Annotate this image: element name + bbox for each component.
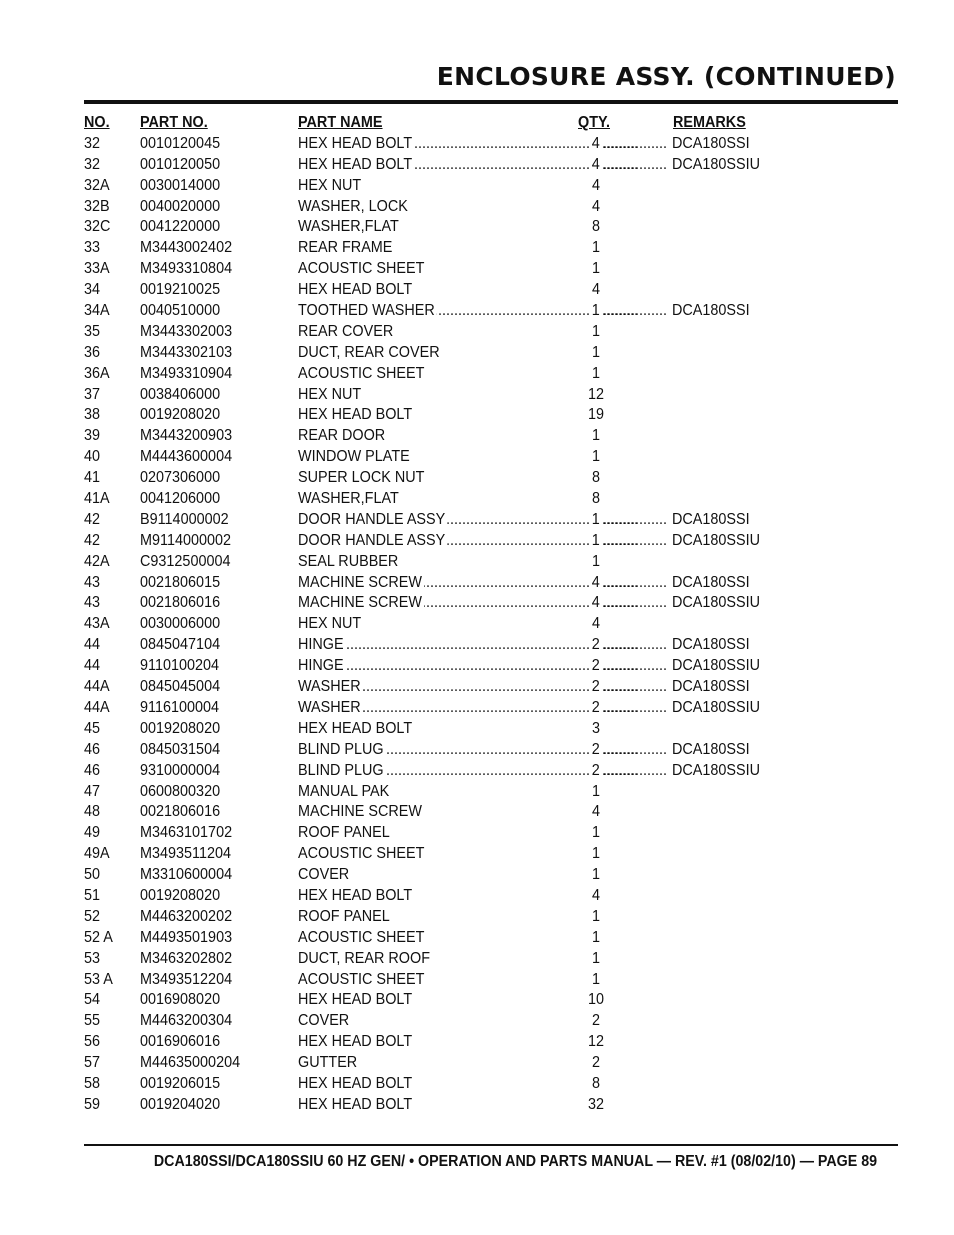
part-number: 0019206015 — [140, 1074, 221, 1092]
part-name: REAR COVER — [298, 322, 394, 340]
quantity: 4 — [591, 197, 601, 215]
part-number: 0010120045 — [140, 134, 221, 152]
part-name: COVER — [298, 1012, 350, 1030]
page-footer: DCA180SSI/DCA180SSIU 60 HZ GEN/ • OPERATION AND PARTS MANUAL — REV. #1 (08/02/10) — PAGE 89 — [153, 1153, 877, 1170]
quantity: 8 — [591, 1074, 601, 1092]
header-part-name: PART NAME — [298, 114, 383, 131]
table-row — [0, 385, 954, 406]
table-row — [0, 447, 954, 468]
part-name: COVER — [298, 866, 350, 884]
dot-leader — [603, 531, 666, 552]
table-row — [0, 1074, 954, 1095]
footer-rule — [84, 1144, 898, 1146]
part-name: HEX HEAD BOLT — [298, 134, 414, 155]
part-name: DOOR HANDLE ASSY — [298, 531, 447, 552]
part-name: HEX NUT — [298, 615, 362, 633]
quantity: 1 — [591, 928, 601, 946]
part-name: WASHER, LOCK — [298, 197, 408, 215]
table-row — [0, 1011, 954, 1032]
part-name: HEX HEAD BOLT — [298, 155, 414, 176]
remarks: DCA180SSIU — [672, 531, 760, 552]
item-number: 43A — [84, 615, 110, 633]
part-name: DUCT, REAR ROOF — [298, 949, 431, 967]
item-number: 44A — [84, 698, 110, 716]
part-number: 0021806016 — [140, 803, 221, 821]
table-row — [0, 531, 954, 552]
item-number: 48 — [84, 803, 101, 821]
part-number: M3493512204 — [140, 970, 233, 988]
quantity: 2 — [590, 635, 602, 656]
quantity: 8 — [591, 218, 601, 236]
part-number: M3310600004 — [140, 866, 233, 884]
remarks: DCA180SSI — [672, 573, 750, 594]
quantity: 4 — [590, 155, 602, 176]
part-number: M3443200903 — [140, 427, 233, 445]
remarks: DCA180SSIU — [672, 593, 760, 614]
remarks: DCA180SSI — [672, 677, 750, 698]
quantity: 1 — [590, 531, 602, 552]
table-row — [0, 364, 954, 385]
item-number: 36 — [84, 343, 101, 361]
item-number: 41A — [84, 490, 110, 508]
part-number: 0021806015 — [140, 573, 221, 591]
table-row — [0, 176, 954, 197]
dot-leader — [603, 656, 666, 677]
table-row — [0, 134, 954, 155]
part-number: 9310000004 — [140, 761, 221, 779]
part-name: ACOUSTIC SHEET — [298, 928, 425, 946]
table-row — [0, 405, 954, 426]
item-number: 42 — [84, 510, 101, 528]
quantity: 1 — [591, 866, 601, 884]
part-number: M4443600004 — [140, 448, 233, 466]
part-name: BLIND PLUG — [298, 740, 385, 761]
table-row — [0, 907, 954, 928]
part-number: 0030006000 — [140, 615, 221, 633]
part-number: M3463202802 — [140, 949, 233, 967]
dot-leader — [603, 155, 666, 176]
header-remarks: REMARKS — [673, 114, 746, 131]
part-name: MANUAL PAK — [298, 782, 390, 800]
item-number: 57 — [84, 1054, 101, 1072]
table-row — [0, 280, 954, 301]
item-number: 42 — [84, 531, 101, 549]
header-qty: QTY. — [578, 114, 611, 131]
table-row — [0, 782, 954, 803]
quantity: 1 — [591, 824, 601, 842]
part-name: ACOUSTIC SHEET — [298, 260, 425, 278]
part-name: SUPER LOCK NUT — [298, 469, 425, 487]
item-number: 32 — [84, 155, 101, 173]
item-number: 40 — [84, 448, 101, 466]
quantity: 1 — [591, 552, 601, 570]
remarks: DCA180SSIU — [672, 656, 760, 677]
part-number: 0019210025 — [140, 281, 221, 299]
part-number: M3443002402 — [140, 239, 233, 257]
part-number: 9116100004 — [140, 698, 220, 716]
part-name: HEX NUT — [298, 385, 362, 403]
item-number: 34A — [84, 302, 110, 320]
part-number: 0016908020 — [140, 991, 221, 1009]
part-number: 0600800320 — [140, 782, 221, 800]
quantity: 1 — [591, 239, 601, 257]
item-number: 46 — [84, 740, 101, 758]
part-name: REAR FRAME — [298, 239, 393, 257]
part-number: 0845031504 — [140, 740, 221, 758]
part-name: TOOTHED WASHER — [298, 301, 437, 322]
quantity: 32 — [587, 1095, 605, 1113]
item-number: 56 — [84, 1033, 101, 1051]
table-row — [0, 698, 954, 719]
dot-leader — [603, 677, 666, 698]
item-number: 49 — [84, 824, 101, 842]
header-part-no: PART NO. — [140, 114, 208, 131]
title-rule — [84, 100, 898, 104]
quantity: 1 — [591, 782, 601, 800]
table-row — [0, 238, 954, 259]
part-name: DOOR HANDLE ASSY — [298, 510, 447, 531]
item-number: 47 — [84, 782, 101, 800]
part-number: 0041206000 — [140, 490, 221, 508]
part-number: 0019208020 — [140, 406, 221, 424]
table-row — [0, 322, 954, 343]
item-number: 44 — [84, 636, 101, 654]
part-number: 0845047104 — [140, 636, 221, 654]
quantity: 12 — [587, 385, 605, 403]
part-name: WASHER,FLAT — [298, 218, 399, 236]
part-name: HEX HEAD BOLT — [298, 1095, 413, 1113]
table-row — [0, 865, 954, 886]
item-number: 32A — [84, 176, 110, 194]
part-name: HEX HEAD BOLT — [298, 1033, 413, 1051]
quantity: 10 — [587, 991, 605, 1009]
table-row — [0, 886, 954, 907]
header-no: NO. — [84, 114, 110, 131]
item-number: 43 — [84, 573, 101, 591]
part-number: M3493310904 — [140, 364, 233, 382]
part-number: M4463200202 — [140, 907, 233, 925]
dot-leader — [603, 635, 666, 656]
part-name: ROOF PANEL — [298, 907, 390, 925]
item-number: 33A — [84, 260, 110, 278]
part-number: 0016906016 — [140, 1033, 221, 1051]
part-number: M3443302003 — [140, 322, 233, 340]
table-row — [0, 970, 954, 991]
part-name: WASHER,FLAT — [298, 490, 399, 508]
part-number: 0845045004 — [140, 678, 221, 696]
part-number: 0010120050 — [140, 155, 221, 173]
item-number: 44 — [84, 657, 101, 675]
table-row — [0, 468, 954, 489]
quantity: 4 — [591, 281, 601, 299]
page-title: ENCLOSURE ASSY. (CONTINUED) — [436, 62, 896, 91]
quantity: 12 — [587, 1033, 605, 1051]
dot-leader — [603, 134, 666, 155]
item-number: 38 — [84, 406, 101, 424]
dot-leader — [298, 635, 636, 656]
quantity: 1 — [591, 427, 601, 445]
quantity: 4 — [591, 803, 601, 821]
part-name: HINGE — [298, 635, 345, 656]
table-row — [0, 510, 954, 531]
part-name: GUTTER — [298, 1054, 358, 1072]
item-number: 46 — [84, 761, 101, 779]
table-row — [0, 426, 954, 447]
part-number: 0040510000 — [140, 302, 221, 320]
remarks: DCA180SSIU — [672, 155, 760, 176]
table-row — [0, 259, 954, 280]
part-name: HEX NUT — [298, 176, 362, 194]
quantity: 4 — [591, 886, 601, 904]
table-body — [0, 134, 954, 1116]
quantity: 2 — [591, 1054, 601, 1072]
quantity: 4 — [590, 134, 602, 155]
table-row — [0, 1053, 954, 1074]
dot-leader — [603, 510, 666, 531]
part-name: MACHINE SCREW — [298, 573, 424, 594]
table-row — [0, 990, 954, 1011]
quantity: 2 — [590, 761, 602, 782]
quantity: 1 — [591, 845, 601, 863]
part-number: M4463200304 — [140, 1012, 233, 1030]
quantity: 8 — [591, 469, 601, 487]
quantity: 4 — [591, 176, 601, 194]
part-number: 0021806016 — [140, 594, 221, 612]
item-number: 34 — [84, 281, 101, 299]
remarks: DCA180SSI — [672, 134, 750, 155]
table-row — [0, 949, 954, 970]
part-name: BLIND PLUG — [298, 761, 385, 782]
part-name: WINDOW PLATE — [298, 448, 410, 466]
part-name: HINGE — [298, 656, 345, 677]
item-number: 32C — [84, 218, 111, 236]
item-number: 41 — [84, 469, 101, 487]
quantity: 1 — [591, 949, 601, 967]
quantity: 1 — [591, 343, 601, 361]
part-number: 0019208020 — [140, 886, 221, 904]
table-row — [0, 573, 954, 594]
table-row — [0, 928, 954, 949]
table-row — [0, 823, 954, 844]
remarks: DCA180SSIU — [672, 761, 760, 782]
dot-leader — [603, 698, 666, 719]
part-number: 0041220000 — [140, 218, 221, 236]
item-number: 43 — [84, 594, 101, 612]
table-row — [0, 155, 954, 176]
item-number: 49A — [84, 845, 110, 863]
quantity: 2 — [590, 740, 602, 761]
item-number: 37 — [84, 385, 101, 403]
item-number: 42A — [84, 552, 110, 570]
quantity: 1 — [590, 301, 602, 322]
part-number: 9110100204 — [140, 657, 220, 675]
table-row — [0, 197, 954, 218]
item-number: 55 — [84, 1012, 101, 1030]
parts-table — [0, 113, 954, 1116]
quantity: 4 — [590, 593, 602, 614]
dot-leader — [603, 593, 666, 614]
table-row — [0, 635, 954, 656]
table-row — [0, 1095, 954, 1116]
table-row — [0, 656, 954, 677]
part-name: SEAL RUBBER — [298, 552, 399, 570]
part-number: M3463101702 — [140, 824, 233, 842]
table-row — [0, 301, 954, 322]
item-number: 32 — [84, 134, 101, 152]
quantity: 1 — [591, 260, 601, 278]
part-name: HEX HEAD BOLT — [298, 719, 413, 737]
part-name: HEX HEAD BOLT — [298, 406, 413, 424]
part-name: ACOUSTIC SHEET — [298, 364, 425, 382]
quantity: 2 — [590, 677, 602, 698]
quantity: 2 — [590, 698, 602, 719]
part-name: HEX HEAD BOLT — [298, 991, 413, 1009]
item-number: 35 — [84, 322, 101, 340]
part-number: 0019204020 — [140, 1095, 221, 1113]
part-name: HEX HEAD BOLT — [298, 1074, 413, 1092]
quantity: 4 — [591, 615, 601, 633]
item-number: 32B — [84, 197, 110, 215]
item-number: 54 — [84, 991, 101, 1009]
part-name: MACHINE SCREW — [298, 593, 424, 614]
item-number: 52 A — [84, 928, 113, 946]
remarks: DCA180SSI — [672, 635, 750, 656]
quantity: 2 — [591, 1012, 601, 1030]
part-name: ACOUSTIC SHEET — [298, 845, 425, 863]
part-number: C9312500004 — [140, 552, 231, 570]
item-number: 58 — [84, 1074, 101, 1092]
quantity: 8 — [591, 490, 601, 508]
part-name: ACOUSTIC SHEET — [298, 970, 425, 988]
part-number: B9114000002 — [140, 510, 229, 528]
remarks: DCA180SSI — [672, 510, 750, 531]
part-number: 0040020000 — [140, 197, 221, 215]
part-number: 0030014000 — [140, 176, 221, 194]
part-number: 0019208020 — [140, 719, 221, 737]
quantity: 1 — [591, 907, 601, 925]
part-name: HEX HEAD BOLT — [298, 886, 413, 904]
dot-leader — [298, 656, 636, 677]
item-number: 52 — [84, 907, 101, 925]
quantity: 2 — [590, 656, 602, 677]
item-number: 51 — [84, 886, 101, 904]
item-number: 39 — [84, 427, 101, 445]
table-row — [0, 217, 954, 238]
dot-leader — [603, 573, 666, 594]
part-number: M3493310804 — [140, 260, 233, 278]
quantity: 1 — [591, 448, 601, 466]
table-row — [0, 802, 954, 823]
item-number: 33 — [84, 239, 101, 257]
part-number: M44635000204 — [140, 1054, 241, 1072]
item-number: 45 — [84, 719, 101, 737]
remarks: DCA180SSI — [672, 301, 750, 322]
item-number: 53 A — [84, 970, 113, 988]
part-number: M4493501903 — [140, 928, 233, 946]
part-name: DUCT, REAR COVER — [298, 343, 440, 361]
quantity: 4 — [590, 573, 602, 594]
quantity: 1 — [591, 970, 601, 988]
remarks: DCA180SSI — [672, 740, 750, 761]
item-number: 53 — [84, 949, 101, 967]
part-name: ROOF PANEL — [298, 824, 390, 842]
quantity: 3 — [591, 719, 601, 737]
part-number: M9114000002 — [140, 531, 232, 549]
table-row — [0, 343, 954, 364]
part-name: WASHER — [298, 698, 362, 719]
remarks: DCA180SSIU — [672, 698, 760, 719]
quantity: 1 — [591, 364, 601, 382]
part-name: MACHINE SCREW — [298, 803, 423, 821]
dot-leader — [603, 740, 666, 761]
table-header — [0, 113, 954, 134]
part-number: 0038406000 — [140, 385, 221, 403]
item-number: 50 — [84, 866, 101, 884]
table-row — [0, 552, 954, 573]
quantity: 1 — [591, 322, 601, 340]
table-row — [0, 719, 954, 740]
quantity: 19 — [587, 406, 605, 424]
table-row — [0, 677, 954, 698]
part-name: WASHER — [298, 677, 362, 698]
table-row — [0, 614, 954, 635]
part-number: 0207306000 — [140, 469, 221, 487]
table-row — [0, 1032, 954, 1053]
table-row — [0, 489, 954, 510]
table-row — [0, 740, 954, 761]
quantity: 1 — [590, 510, 602, 531]
part-number: M3443302103 — [140, 343, 233, 361]
table-row — [0, 844, 954, 865]
dot-leader — [603, 301, 666, 322]
item-number: 59 — [84, 1095, 101, 1113]
part-name: REAR DOOR — [298, 427, 386, 445]
item-number: 36A — [84, 364, 110, 382]
item-number: 44A — [84, 678, 110, 696]
dot-leader — [603, 761, 666, 782]
table-row — [0, 761, 954, 782]
part-name: HEX HEAD BOLT — [298, 281, 413, 299]
part-number: M3493511204 — [140, 845, 232, 863]
table-row — [0, 593, 954, 614]
